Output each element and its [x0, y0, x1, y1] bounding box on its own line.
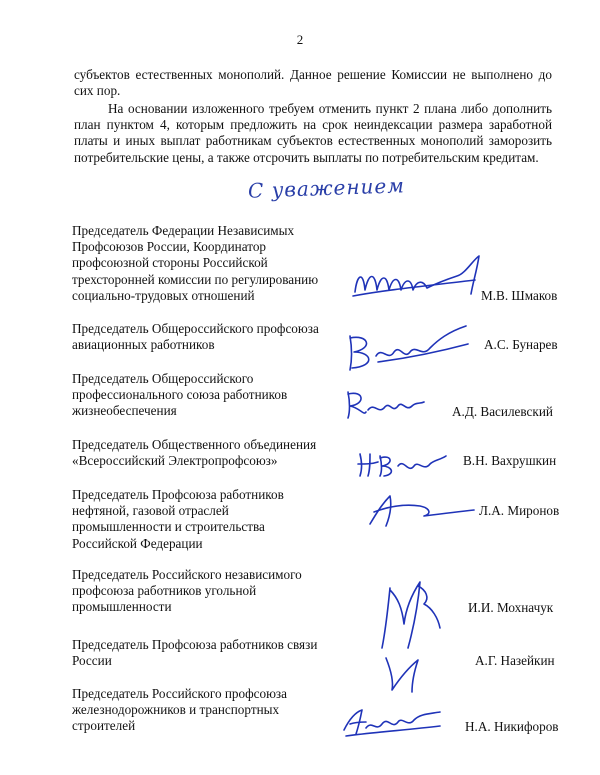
signature-bunarev: [338, 318, 478, 374]
page-number: 2: [296, 32, 304, 47]
title-line: Председатель Российского профсоюза: [72, 686, 287, 701]
title-line: Председатель Общероссийского: [72, 371, 254, 386]
signatory-name: Л.А. Миронов: [479, 503, 560, 518]
title-line: Профсоюзов России, Координатор: [72, 239, 267, 255]
signatory-title-mironov: [72, 487, 362, 552]
title-line: трехсторонней комиссии по регулированию: [72, 271, 319, 287]
signatory-name: М.В. Шмаков: [481, 288, 558, 303]
title-line: профсоюза работников угольной: [72, 583, 257, 599]
signatory-name: Н.А. Никифоров: [465, 719, 559, 734]
signature-shmakov: [345, 250, 495, 310]
title-line: Председатель Профсоюза работников связи: [72, 637, 318, 652]
paragraph-continuation: [74, 67, 552, 99]
title-line: Председатель Общероссийского профсоюза: [72, 321, 319, 336]
title-line: Председатель Федерации Независимых: [72, 223, 295, 238]
title-line: промышленности: [72, 599, 172, 615]
signatory-name: И.И. Мохначук: [468, 600, 554, 615]
closing-handwritten: С уважением: [247, 173, 406, 203]
title-line: Российской Федерации: [72, 535, 203, 551]
title-line: строителей: [72, 718, 136, 734]
signatory-name: А.Д. Василевский: [452, 404, 553, 419]
signatory-name: В.Н. Вахрушкин: [463, 453, 557, 468]
signature-mokhnachuk: [360, 568, 460, 698]
title-line: профсоюзной стороны Российской: [72, 255, 268, 271]
title-line: «Всероссийский Электропрофсоюз»: [72, 453, 278, 469]
paragraph-line: субъектов естественных монополий. Данное решение Комиссии не выполнено до: [74, 67, 552, 82]
title-line: Председатель Российского независимого: [72, 567, 302, 582]
signatory-name: А.С. Бунарев: [484, 337, 558, 352]
title-line: России: [72, 653, 112, 669]
signatory-title-bunarev: [72, 321, 362, 353]
signatory-title-mokhnachuk: [72, 567, 362, 616]
title-line: нефтяной, газовой отраслей: [72, 503, 229, 519]
title-line: Председатель Общественного объединения: [72, 437, 317, 452]
demand-paragraph: На основании изложенного требуем отменить пункт 2 плана либо дополнить план пунктом 4, которым предложить на срок неиндексации размера заработной платы и иных выплат работникам субъектов естественных монополий заморозить потребительские цены, а также отсрочить выплаты по потребительским кредитам.: [74, 101, 552, 165]
title-line: авиационных работников: [72, 337, 215, 353]
title-line: железнодорожников и транспортных: [72, 702, 280, 718]
paragraph-line: сих пор.: [74, 83, 121, 99]
title-line: промышленности и строительства: [72, 519, 265, 535]
signature-vasilevsky: [340, 382, 430, 422]
title-line: жизнеобеспечения: [72, 403, 177, 419]
signature-vakhrushkin: [352, 446, 452, 480]
title-line: профессионального союза работников: [72, 387, 288, 403]
title-line: Председатель Профсоюза работников: [72, 487, 284, 502]
signatory-name: А.Г. Назейкин: [475, 653, 555, 668]
signatory-title-nazeikin: [72, 637, 362, 669]
signatory-title-vasilevsky: [72, 371, 362, 420]
signatory-title-nikiforov: [72, 686, 362, 735]
signature-nikiforov: [336, 704, 446, 740]
title-line: социально-трудовых отношений: [72, 287, 255, 303]
signatory-title-shmakov: [72, 223, 362, 304]
signatory-title-vakhrushkin: [72, 437, 362, 469]
signature-mironov: [360, 484, 480, 534]
